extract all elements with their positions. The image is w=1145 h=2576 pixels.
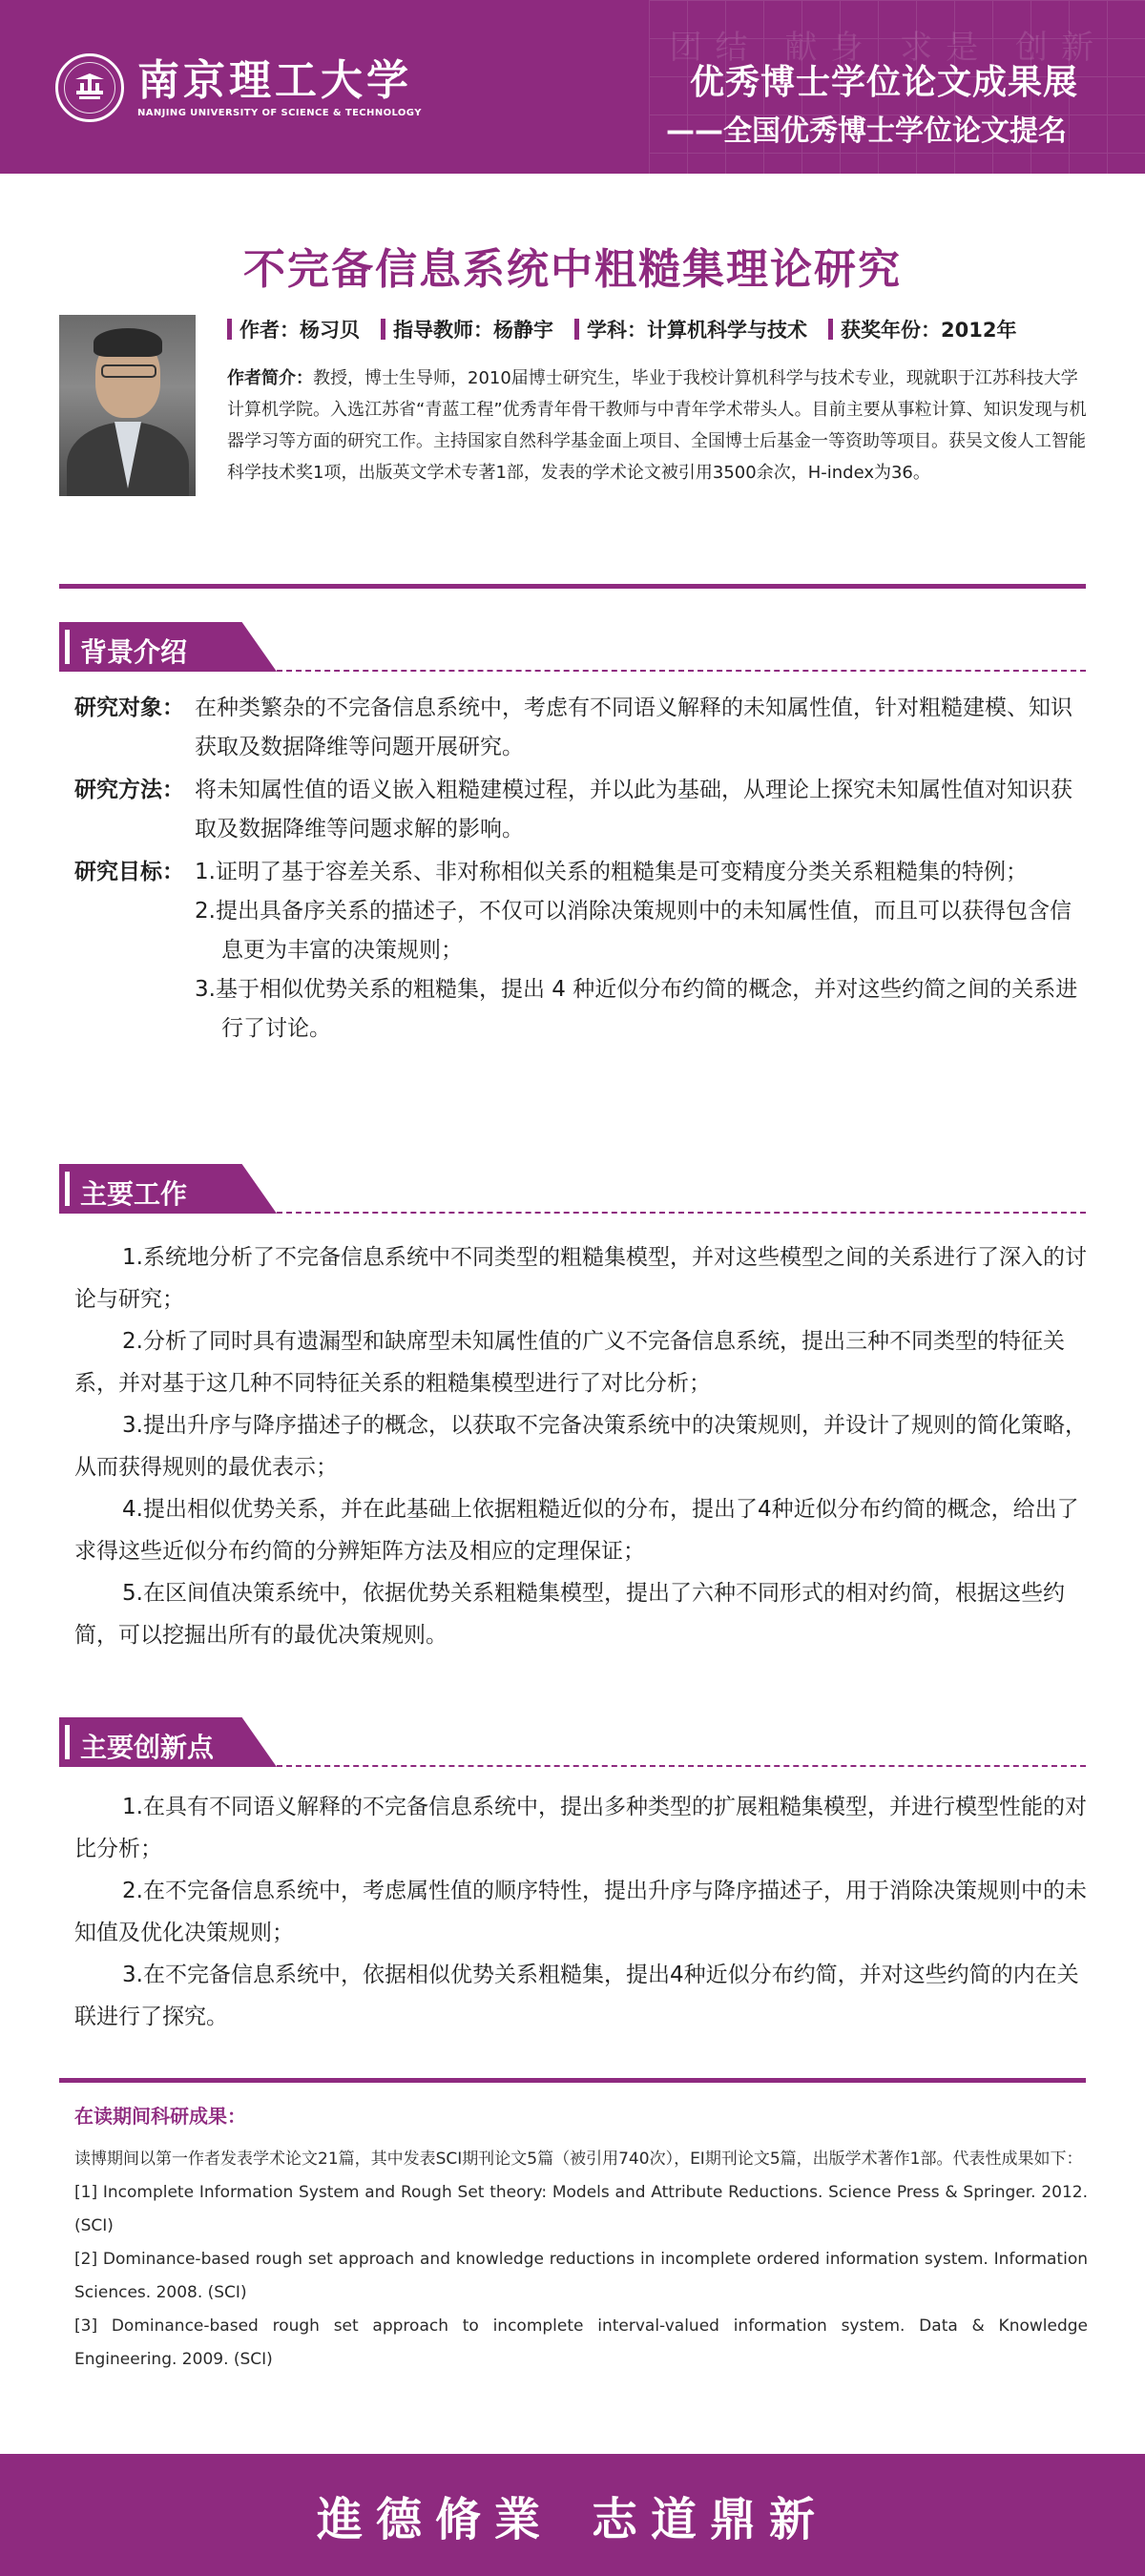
research-object-row — [74, 689, 1088, 767]
meta-award-year: 获奖年份： 2012年 — [828, 315, 1016, 343]
research-method-text: 将未知属性值的语义嵌入粗糙建模过程，并以此为基础，从理论上探究未知属性值对知识获取及数据降维等问题求解的影响。 — [195, 778, 1072, 841]
innovations-content — [74, 1786, 1088, 2038]
exhibition-subtitle: ——全国优秀博士学位论文提名 — [666, 114, 1067, 148]
university-seal-icon — [55, 53, 124, 122]
author-bio-text: 教授，博士生导师，2010届博士研究生，毕业于我校计算机科学与技术专业，现就职于江苏科技大学计算机学院。入选江苏省“青蓝工程”优秀青年骨干教师与中青年学术带头人。目前主要从事粒计算、知识发现与机器学习等方面的研究工作。主持国家自然科学基金面上项目、全国博士后基金一等资助等项目。获吴文俊人工智能科学技术奖1项，出版英文学术专著1部，发表的学术论文被引用3500余次，H-index为36。 — [227, 368, 1087, 483]
achievements-summary: 读博期间以第一作者发表学术论文21篇，其中发表SCI期刊论文5篇（被引用740次），EI期刊论文5篇，出版学术著作1部。代表性成果如下： — [74, 2150, 1083, 2169]
innovation-item: 3.在不完备信息系统中，依据相似优势关系粗糙集，提出4种近似分布约简，并对这些约简的内在关联进行了探究。 — [74, 1963, 1079, 2029]
research-method-label: 研究方法： — [74, 778, 184, 802]
publication-ref: [3] Dominance-based rough set approach to incomplete interval-valued information system. Data & Knowledge Engineering. 2009. (SCI) — [74, 2316, 1088, 2369]
meta-author: 作者： 杨习贝 — [227, 315, 360, 343]
main-work-item: 2.分析了同时具有遗漏型和缺席型未知属性值的广义不完备信息系统，提出三种不同类型的特征关系，并对基于这几种不同特征关系的粗糙集模型进行了对比分析； — [74, 1329, 1065, 1396]
meta-advisor: 指导教师： 杨静宇 — [381, 315, 553, 343]
section-header-main-work — [59, 1164, 1086, 1214]
section-divider — [59, 584, 1086, 589]
main-work-item: 1.系统地分析了不完备信息系统中不同类型的粗糙集模型，并对这些模型之间的关系进行了深入的讨论与研究； — [74, 1245, 1087, 1312]
innovation-item: 2.在不完备信息系统中，考虑属性值的顺序特性，提出升序与降序描述子，用于消除决策规则中的未知值及优化决策规则； — [74, 1879, 1087, 1945]
research-goal-item: 2.提出具备序关系的描述子，不仅可以消除决策规则中的未知属性值，而且可以获得包含信息更为丰富的决策规则； — [195, 899, 1072, 963]
research-object-text: 在种类繁杂的不完备信息系统中，考虑有不同语义解释的未知属性值，针对粗糙建模、知识获取及数据降维等问题开展研究。 — [195, 696, 1072, 759]
university-name-cn: 南京理工大学 — [137, 55, 412, 105]
header-banner — [0, 0, 1145, 174]
dashed-rule — [277, 1212, 1086, 1214]
research-goal-item: 1.证明了基于容差关系、非对称相似关系的粗糙集是可变精度分类关系粗糙集的特例； — [195, 860, 1028, 884]
meta-discipline: 学科： 计算机科学与技术 — [574, 315, 807, 343]
meta-bar-icon — [227, 319, 232, 340]
main-work-item: 4.提出相似优势关系，并在此基础上依据粗糙近似的分布，提出了4种近似分布约简的概念，给出了求得这些近似分布约简的分辨矩阵方法及相应的定理保证； — [74, 1497, 1079, 1564]
section-header-background — [59, 622, 1086, 672]
research-goal-label: 研究目标： — [74, 860, 184, 884]
section-divider — [59, 2078, 1086, 2083]
research-object-label: 研究对象： — [74, 696, 184, 720]
footer-banner — [0, 2454, 1145, 2576]
innovation-item: 1.在具有不同语义解释的不完备信息系统中，提出多种类型的扩展粗糙集模型，并进行模型性能的对比分析； — [74, 1795, 1087, 1861]
main-work-item: 3.提出升序与降序描述子的概念，以获取不完备决策系统中的决策规则，并设计了规则的简化策略，从而获得规则的最优表示； — [74, 1413, 1087, 1480]
thesis-meta — [227, 315, 1016, 343]
meta-bar-icon — [828, 319, 833, 340]
dashed-rule — [277, 1765, 1086, 1767]
section-heading-innovations: 主要创新点 — [80, 1732, 215, 1763]
header-watermark: 团结 献身 求是 创新 — [669, 29, 1107, 67]
meta-bar-icon — [574, 319, 579, 340]
motto-part-1: 進德脩業 — [316, 2492, 553, 2546]
university-name-en: NANJING UNIVERSITY OF SCIENCE & TECHNOLOGY — [137, 107, 422, 118]
research-goal-row — [74, 853, 1088, 1049]
seal-emblem-icon — [73, 73, 106, 102]
university-motto — [317, 2483, 828, 2548]
main-work-content — [74, 1236, 1088, 1656]
meta-bar-icon — [381, 319, 385, 340]
achievements-content — [74, 2143, 1088, 2377]
motto-part-2: 志道鼎新 — [592, 2492, 829, 2546]
exhibition-title: 优秀博士学位论文成果展 — [689, 63, 1078, 102]
section-header-innovations — [59, 1717, 1086, 1767]
publication-ref: [2] Dominance-based rough set approach and knowledge reductions in incomplete ordered information system. Information Sciences. 2008. (SCI) — [74, 2250, 1088, 2302]
author-bio-label: 作者简介： — [227, 368, 313, 388]
thesis-title: 不完备信息系统中粗糙集理论研究 — [243, 245, 902, 294]
main-work-item: 5.在区间值决策系统中，依据优势关系粗糙集模型，提出了六种不同形式的相对约简，根据这些约简，可以挖掘出所有的最优决策规则。 — [74, 1581, 1065, 1648]
publication-ref: [1] Incomplete Information System and Rough Set theory: Models and Attribute Reductions. Science Press & Springer. 2012. (SCI) — [74, 2183, 1088, 2235]
research-method-row — [74, 771, 1088, 849]
section-heading-main-work: 主要工作 — [80, 1178, 188, 1210]
university-logo — [55, 53, 422, 122]
author-bio — [227, 363, 1088, 488]
section-heading-background: 背景介绍 — [80, 636, 188, 668]
author-photo — [59, 315, 196, 496]
dashed-rule — [277, 670, 1086, 672]
achievements-heading: 在读期间科研成果： — [74, 2105, 246, 2128]
research-goal-item: 3.基于相似优势关系的粗糙集，提出 4 种近似分布约简的概念，并对这些约简之间的关系进行了讨论。 — [195, 977, 1078, 1041]
